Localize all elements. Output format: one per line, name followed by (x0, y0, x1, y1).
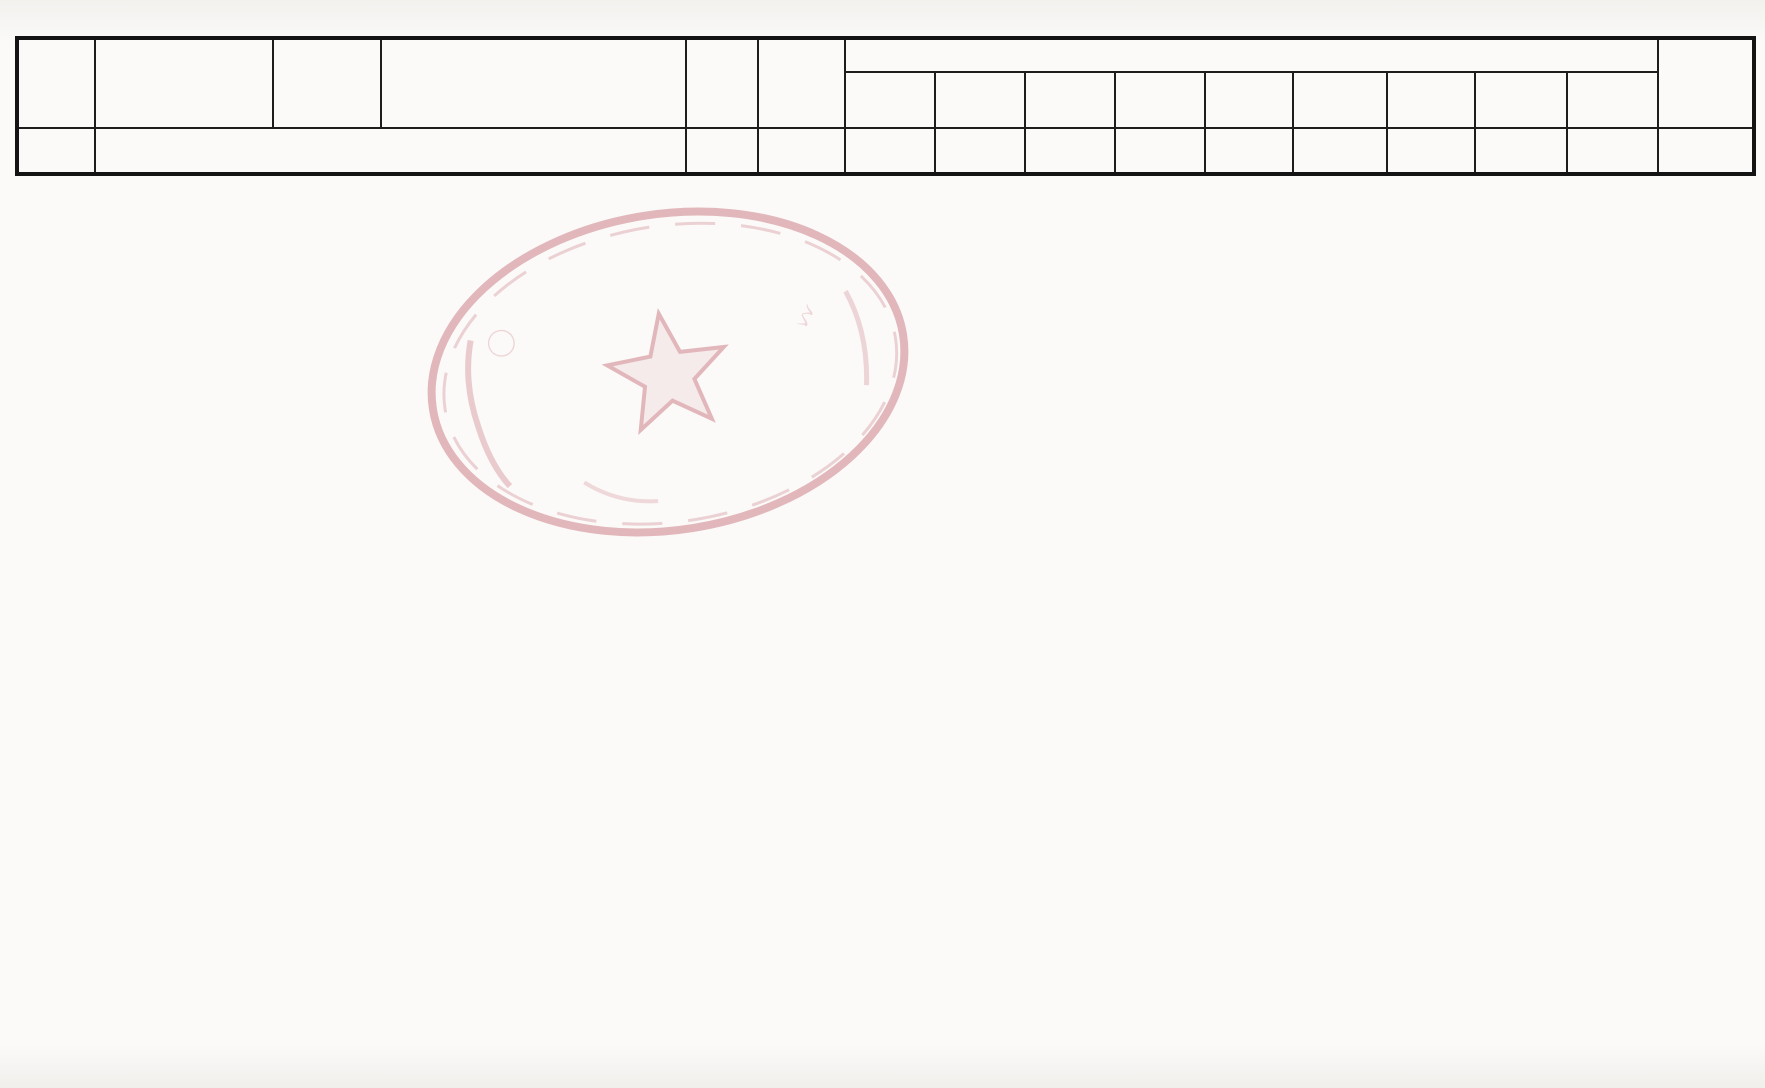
col-header-name (273, 38, 381, 128)
col-header-subtotal (1567, 72, 1658, 128)
col-header-vat (1475, 72, 1567, 128)
summary-total (1658, 128, 1754, 174)
summary-empty-machine (1025, 128, 1115, 174)
title-bar (15, 8, 1752, 26)
col-header-fee (1387, 72, 1475, 128)
table-body (17, 128, 1754, 174)
summary-empty-material (935, 128, 1025, 174)
summary-empty-fee (1387, 128, 1475, 174)
summary-no (17, 128, 95, 174)
col-header-features (381, 38, 686, 128)
col-header-material (935, 72, 1025, 128)
col-header-total (1658, 38, 1754, 128)
summary-empty-subtotal (1567, 128, 1658, 174)
red-seal-stamp (418, 200, 938, 545)
cost-list-table (15, 36, 1756, 176)
col-header-unit-price-group (845, 38, 1658, 72)
svg-text:〇: 〇 (484, 325, 523, 362)
col-header-no (17, 38, 95, 128)
col-header-unit (686, 38, 758, 128)
col-header-code (95, 38, 273, 128)
col-header-profit (1205, 72, 1293, 128)
summary-empty-vat (1475, 128, 1567, 174)
summary-empty-profit (1205, 128, 1293, 174)
summary-empty-management (1115, 128, 1205, 174)
summary-empty-measure (1293, 128, 1387, 174)
summary-row (17, 128, 1754, 174)
summary-empty-labor (845, 128, 935, 174)
col-header-measure (1293, 72, 1387, 128)
col-header-qty (758, 38, 845, 128)
summary-empty-qty (758, 128, 845, 174)
col-header-machine (1025, 72, 1115, 128)
col-header-labor (845, 72, 935, 128)
stamp-star-icon (600, 304, 734, 433)
summary-label (95, 128, 686, 174)
document-page (0, 8, 1765, 362)
col-header-management (1115, 72, 1205, 128)
table-header (17, 38, 1754, 128)
svg-text:〻: 〻 (787, 297, 824, 336)
header-row-group (17, 38, 1754, 72)
summary-empty-unit (686, 128, 758, 174)
